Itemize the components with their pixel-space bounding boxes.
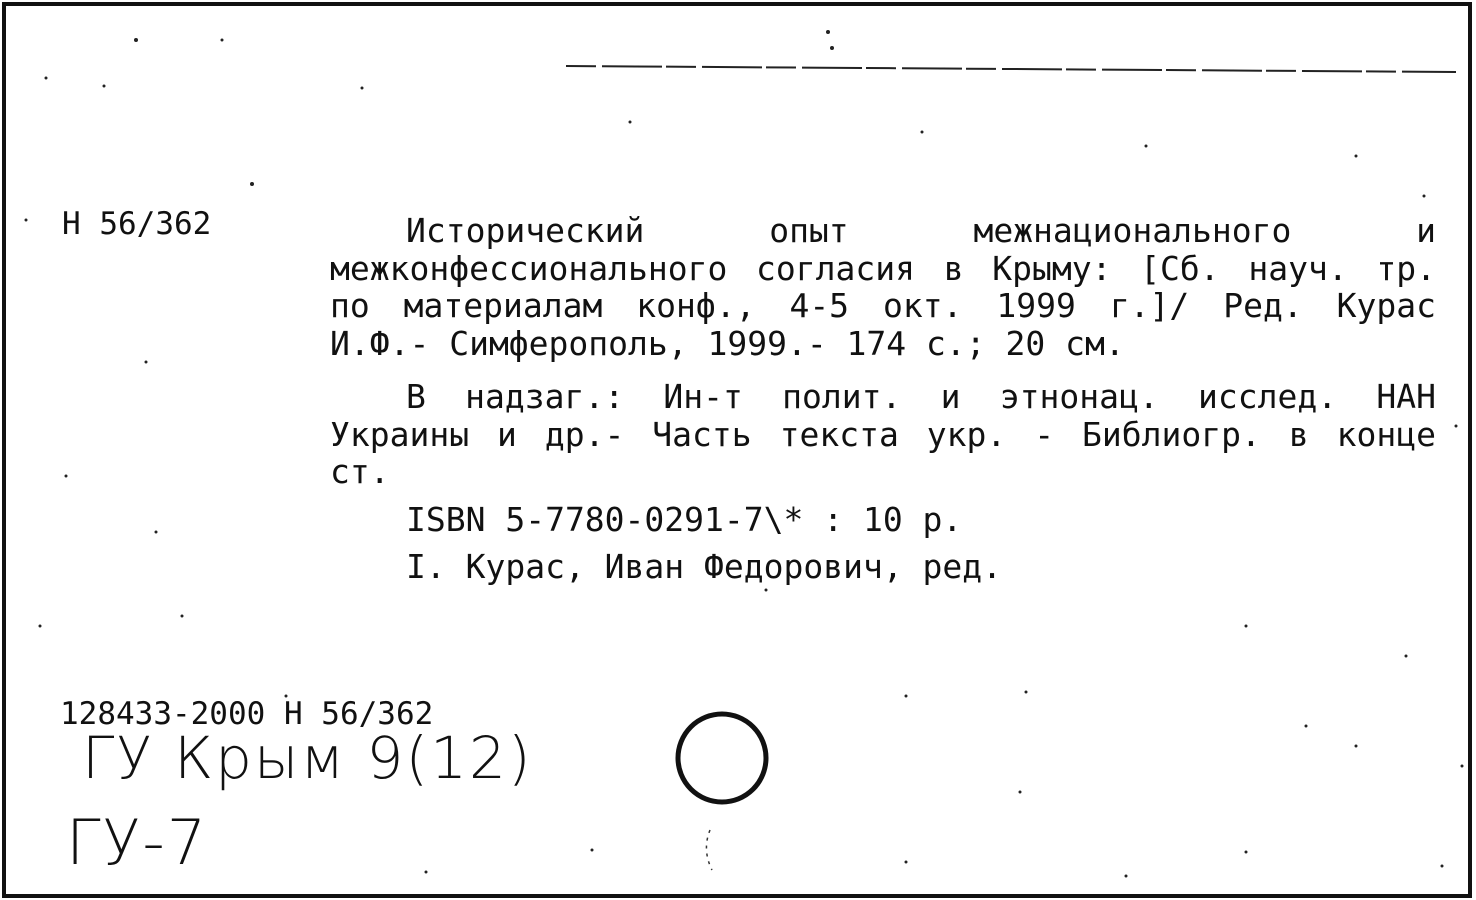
bibliographic-entry	[330, 212, 1436, 586]
catalog-card	[2, 2, 1472, 898]
entry-tracing: I. Курас, Иван Федорович, ред.	[406, 547, 1003, 586]
handwritten-note-1: ГУ Крым 9(12)	[82, 724, 533, 792]
entry-notes: В надзаг.: Ин-т полит. и этнонац. исслед. НАН Украины и др.- Часть текста укр. - Библиогр. в конце ст.	[330, 377, 1436, 491]
entry-heading: Исторический опыт межнационального и межконфессионального согласия в Крыму: [Сб. науч. тр. по материалам конф., 4-5 окт. 1999 г.]/ Ред. Курас И.Ф.- Симферополь, 1999.- 174 с.; 20 см.	[330, 211, 1436, 363]
shelf-mark: Н 56/362	[62, 206, 212, 242]
punch-hole-circle	[666, 710, 776, 890]
handwritten-note-2: ГУ-7	[66, 806, 209, 879]
accession-number: 128433-2000 Н 56/362	[60, 696, 434, 732]
entry-isbn: ISBN 5-7780-0291-7\* : 10 р.	[406, 499, 963, 539]
